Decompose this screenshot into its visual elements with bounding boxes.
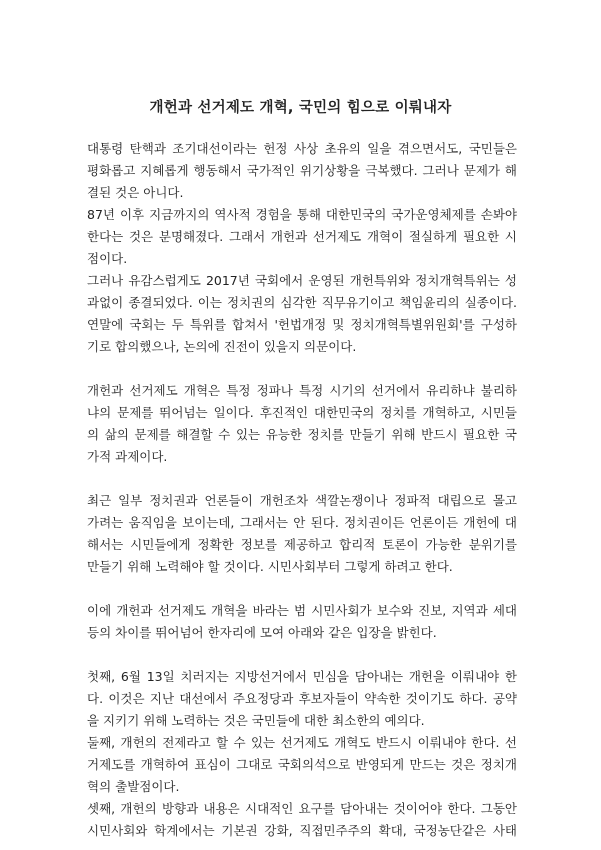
text-line: 을 지키기 위해 노력하는 것은 국민들에 대한 최소한의 예의다. — [87, 713, 425, 728]
paragraph-gap — [87, 358, 517, 380]
text-line: 개헌과 선거제도 개혁은 특정 정파나 특정 시기의 선거에서 유리하냐 불리하 — [87, 383, 517, 398]
text-line: 가려는 움직임을 보이는데, 그래서는 안 된다. 정치권이든 언론이든 개헌에 대 — [87, 515, 517, 530]
text-line: 점이다. — [87, 251, 128, 266]
paragraph — [87, 138, 517, 204]
paragraph — [87, 666, 517, 732]
text-line: 셋째, 개헌의 방향과 내용은 시대적인 요구를 담아내는 것이어야 한다. 그동안 — [87, 801, 517, 816]
text-line: 둘째, 개헌의 전제라고 할 수 있는 선거제도 개혁도 반드시 이뤄내야 한다. 선 — [87, 735, 517, 750]
text-line: 다. 이것은 지난 대선에서 주요정당과 후보자들이 약속한 것이기도 하다. 공약 — [87, 691, 517, 706]
paragraph-gap — [87, 468, 517, 490]
text-line: 그러나 유감스럽게도 2017년 국회에서 운영된 개헌특위와 정치개혁특위는 성 — [87, 273, 517, 288]
paragraph — [87, 270, 517, 358]
paragraph — [87, 600, 517, 644]
text-line: 거제도를 개혁하여 표심이 그대로 국회의석으로 반영되게 만드는 것은 정치개 — [87, 757, 517, 772]
document-body — [87, 138, 517, 842]
text-line: 연말에 국회는 두 특위를 합쳐서 '헌법개정 및 정치개혁특별위원회'를 구성하 — [87, 317, 517, 332]
text-line: 해서는 시민들에게 정확한 정보를 제공하고 합리적 토론이 가능한 분위기를 — [87, 537, 517, 552]
text-line: 첫째, 6월 13일 치러지는 지방선거에서 민심을 담아내는 개헌을 이뤄내야 한 — [87, 669, 517, 684]
paragraph — [87, 490, 517, 578]
document-title: 개헌과 선거제도 개혁, 국민의 힘으로 이뤄내자 — [149, 100, 452, 116]
paragraph — [87, 380, 517, 468]
text-line: 이에 개헌과 선거제도 개혁을 바라는 범 시민사회가 보수와 진보, 지역과 세대 — [87, 603, 517, 618]
text-line: 87년 이후 지금까지의 역사적 경험을 통해 대한민국의 국가운영체제를 손봐야 — [87, 207, 517, 222]
paragraph — [87, 204, 517, 270]
text-line: 대통령 탄핵과 조기대선이라는 헌정 사상 초유의 일을 겪으면서도, 국민들은 — [87, 141, 517, 156]
text-line: 평화롭고 지혜롭게 행동해서 국가적인 위기상황을 극복했다. 그러나 문제가 해 — [87, 163, 517, 178]
text-line: 등의 차이를 뛰어넘어 한자리에 모여 아래와 같은 입장을 밝힌다. — [87, 625, 437, 640]
paragraph — [87, 732, 517, 798]
text-line: 결된 것은 아니다. — [87, 185, 184, 200]
paragraph — [87, 798, 517, 842]
paragraph-gap — [87, 644, 517, 666]
text-line: 시민사회와 학계에서는 기본권 강화, 직접민주주의 확대, 국정농단같은 사태 — [87, 823, 517, 838]
text-line: 가적 과제이다. — [87, 449, 168, 464]
text-line: 기로 합의했으나, 논의에 진전이 있을지 의문이다. — [87, 339, 357, 354]
text-line: 냐의 문제를 뛰어넘는 일이다. 후진적인 대한민국의 정치를 개혁하고, 시민들 — [87, 405, 517, 420]
text-line: 과없이 종결되었다. 이는 정치권의 심각한 직무유기이고 책임윤리의 실종이다. — [87, 295, 517, 310]
text-line: 의 삶의 문제를 해결할 수 있는 유능한 정치를 만들기 위해 반드시 필요한 국 — [87, 427, 517, 442]
text-line: 최근 일부 정치권과 언론들이 개헌조차 색깔논쟁이나 정파적 대립으로 몰고 — [87, 493, 517, 508]
paragraph-gap — [87, 578, 517, 600]
text-line: 한다는 것은 분명해졌다. 그래서 개헌과 선거제도 개혁이 절실하게 필요한 시 — [87, 229, 517, 244]
text-line: 만들기 위해 노력해야 할 것이다. 시민사회부터 그렇게 하려고 한다. — [87, 559, 453, 574]
text-line: 혁의 출발점이다. — [87, 779, 180, 794]
